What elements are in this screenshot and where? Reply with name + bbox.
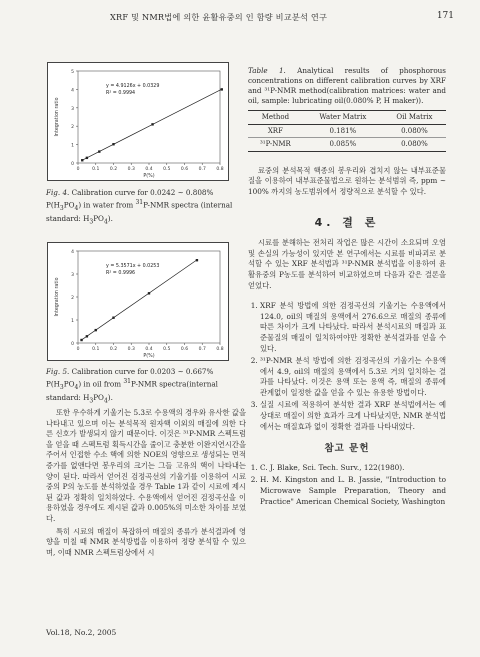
figure-5-plot <box>48 243 228 360</box>
data-point <box>98 150 100 152</box>
fig4-text2: PO <box>63 200 75 210</box>
y-tick-label: 1 <box>71 143 74 149</box>
right-column <box>248 66 446 509</box>
x-tick-label: 0.2 <box>109 347 118 352</box>
data-point <box>148 292 150 294</box>
x-tick-label: 0.5 <box>163 167 171 172</box>
y-axis-label: Integration ratio <box>55 97 60 137</box>
y-tick-label: 3 <box>71 106 74 112</box>
data-point <box>151 123 153 125</box>
conclusion-item: 3. 실질 시료에 적용하여 분석한 결과 XRF 분석법에서는 예상대로 매질이 의한 효과가 크게 나타났지만, NMR 분석법에서는 매질효과 없이 정확한 결과를 나타내었다. <box>260 400 446 432</box>
right-paragraph-1: 료중의 분석목적 핵종의 봉우리와 겹치지 않는 내부표준물질을 이용하여 내부표준물법으로 원하는 분석범위 즉, ppm ~ 100% 까지의 농도범위에서 정량적으로 분석할 수 있다. <box>248 165 446 196</box>
data-point <box>86 335 88 337</box>
x-tick-label: 0.8 <box>216 167 224 172</box>
y-tick-label: 2 <box>71 296 74 301</box>
x-tick-label: 0.3 <box>127 347 135 352</box>
references-heading: 참고 문헌 <box>324 443 370 455</box>
data-point <box>81 159 83 161</box>
right-paragraph-2: 시료를 분해하는 전처리 작업은 많은 시간이 소요되며 오염 및 손실의 가능성이 있지만 본 연구에서는 시료를 비파괴로 분석할 수 있는 XRF 분석법과 ³¹P-NMR 분석법을 이용하여 윤활유중의 P농도를 분석하여 비교하였으며 다음과 같은 결론을 얻었다. <box>248 238 446 290</box>
reference-item: 2. H. M. Kingston and L. B. Jassie, "Introduction to Microwave Sample Preparation, Theory and Practice" American Chemical Society, Washington <box>260 475 446 507</box>
fig5-text6: ). <box>107 392 113 402</box>
x-tick-label: 0.4 <box>145 347 153 352</box>
data-point <box>221 88 223 90</box>
y-tick-label: 2 <box>71 125 74 131</box>
fit-equation: y = 5.3571x + 0.0253 <box>106 264 160 269</box>
fit-r-squared: R² = 0.9994 <box>106 91 136 96</box>
y-tick-label: 1 <box>71 319 74 324</box>
x-tick-label: 0.7 <box>198 167 206 172</box>
running-header <box>0 10 480 26</box>
table-cell: 0.181% <box>329 126 357 135</box>
table-1-caption-text: Analytical results of phosphorous concentrations on different calibration curves by XRF and ³¹P-NMR method(calibration matrices: water and oil, sample: lubricating oil(0.080% P, H maker)). <box>248 66 446 105</box>
trend-line <box>82 260 197 340</box>
journal-footer: Vol.18, No.2, 2005 <box>46 628 117 637</box>
data-point <box>80 339 82 341</box>
y-tick-label: 5 <box>71 70 74 75</box>
figure-4-plot <box>48 63 228 180</box>
fig5-label: Fig. 5. <box>46 367 70 376</box>
fig5-text5: PO <box>93 392 104 402</box>
fig5-text2: PO <box>63 379 75 389</box>
table-header-water: Water Matrix <box>319 113 367 121</box>
section-heading-conclusion: 4. 결 론 <box>314 215 380 229</box>
reference-list <box>248 463 446 507</box>
left-paragraph-1: 또한 우수하게 기울기는 5.3로 수용액의 경우와 유사한 값을 나타내고 있으며 이는 분석목적 원자핵 이외의 매질에 의한 다른 신호가 발생되지 않기 때문이다. 이것은 ³¹P-NMR 스펙트럼을 얻을 때 스펙트럼 획득시간을 줄이고 충분한 이완지연시간을 주어서 인접한 수소 핵에 의한 NOE의 영향으로 생성되는 면적증가를 없앤다면 봉우리의 크기는 그들 고유의 핵이 나타내는 양이 된다. 따라서 얻어진 검정곡선의 기울기를 이용하여 시료중의 P의 농도를 분석하였을 경우 Table 1과 같이 시료에 제시된 값과 정확히 일치하였다. 수용액에서 얻어진 검정곡선을 이용하였을 경우에도 제시된 값과 0.005%의 미소한 차이를 보였다. <box>46 408 246 523</box>
x-axis-label: P(%) <box>143 354 155 359</box>
table-1 <box>248 110 446 152</box>
table-header-oil: Oil Matrix <box>396 113 433 121</box>
x-tick-label: 0.3 <box>127 167 135 172</box>
data-point <box>86 157 88 159</box>
table-cell: 0.080% <box>401 126 428 135</box>
left-column-body <box>46 408 246 558</box>
data-point <box>112 143 114 145</box>
conclusion-item: 2. ³¹P-NMR 분석 방법에 의한 검정곡선의 기울기는 수용액에서 4.9, oil의 매질의 용액에서 5.3로 거의 일치하는 결과를 나타났다. 이것은 용액 또는 용액 즉, 매질의 종류에 관계없이 일정한 값을 얻을 수 있는 유용한 방법이다. <box>260 356 446 398</box>
y-axis-label: Integration ratio <box>55 277 60 317</box>
x-tick-label: 0.1 <box>92 347 100 352</box>
table-1-label: Table 1. <box>248 66 286 75</box>
fig5-text4: P-NMR spectra(internal standard: H <box>46 379 218 402</box>
data-point <box>112 317 114 319</box>
y-tick-label: 0 <box>71 162 74 167</box>
data-point <box>196 259 198 261</box>
table-cell: XRF <box>267 126 283 135</box>
table-1-caption <box>248 66 446 106</box>
table-row <box>248 138 446 152</box>
fig4-text3: ) in water from <box>78 200 136 210</box>
figure-5-caption: Fig. 5. Calibration curve for 0.0203 ~ 0.667% $P(H_3PO_4)$ in oil from $^{31}$P-NMR spectra(internal standard: $H_3PO_4$). <box>46 367 218 405</box>
x-tick-label: 0.8 <box>216 347 224 352</box>
fit-r-squared: R² = 0.9996 <box>106 271 136 276</box>
table-header-row <box>248 111 446 125</box>
fig4-text4: P-NMR spectra (internal standard: H <box>46 200 233 223</box>
x-tick-label: 0.1 <box>92 167 100 172</box>
conclusion-item: 1. XRF 분석 방법에 의한 검정곡선의 기울기는 수용액에서 124.0, oil의 매질의 용액에서 276.6으로 매질의 종류에 따른 차이가 크게 나타났다. 따라서 분석시료의 매질과 표준물질의 매질이 일치하여야만 정확한 분석결과를 얻을 수 있다. <box>260 301 446 354</box>
table-header-method: Method <box>261 113 290 121</box>
data-point <box>95 329 97 331</box>
x-tick-label: 0.5 <box>163 347 171 352</box>
figure-4-chart <box>47 62 229 181</box>
table-cell: 0.080% <box>401 140 428 149</box>
y-tick-label: 3 <box>71 273 74 278</box>
reference-item: 1. C. J. Blake, Sci. Tech. Surv., 122(1980). <box>260 463 446 474</box>
conclusion-list <box>248 301 446 432</box>
x-tick-label: 0.6 <box>180 347 189 352</box>
x-axis-label: P(%) <box>143 174 155 179</box>
figure-5-chart <box>47 242 229 361</box>
x-tick-label: 0 <box>76 167 80 172</box>
y-tick-label: 0 <box>71 342 74 347</box>
y-tick-label: 4 <box>71 250 74 255</box>
fig4-text5: PO <box>93 213 104 223</box>
x-tick-label: 0 <box>76 347 80 352</box>
fig5-text3: ) in oil from <box>78 379 124 389</box>
table-cell: 0.085% <box>329 140 357 149</box>
x-tick-label: 0.7 <box>198 347 206 352</box>
page-number: 171 <box>436 11 454 21</box>
left-paragraph-2: 특히 시료의 매질이 복잡하여 매질의 종류가 분석결과에 영향을 미칠 때 NMR 분석방법을 이용하여 정량 분석할 수 있으며, 이때 NMR 스펙트럼상에서 시 <box>46 526 246 557</box>
fig4-label: Fig. 4. <box>46 188 70 197</box>
running-title: XRF 및 NMR법에 의한 윤활유중의 인 함량 비교분석 연구 <box>110 12 328 22</box>
fig4-text1: Calibration curve for 0.0242 ~ 0.808% P(H <box>46 188 214 210</box>
fit-equation: y = 4.9126x + 0.0329 <box>106 84 160 89</box>
fig5-text1: Calibration curve for 0.0203 ~ 0.667% P(H <box>46 367 214 389</box>
figure-4-caption: Fig. 4. Calibration curve for 0.0242 ~ 0.808% $P(H_3PO_4)$ in water from $^{31}$P-NMR spectra (internal standard: $H_3PO_4$). <box>46 188 233 226</box>
y-tick-label: 4 <box>71 88 74 94</box>
table-cell: ³¹P-NMR <box>259 140 291 149</box>
x-tick-label: 0.4 <box>145 167 153 172</box>
fig4-text6: ). <box>107 213 113 223</box>
x-tick-label: 0.2 <box>109 167 118 172</box>
x-tick-label: 0.6 <box>180 167 189 172</box>
table-row <box>248 124 446 138</box>
